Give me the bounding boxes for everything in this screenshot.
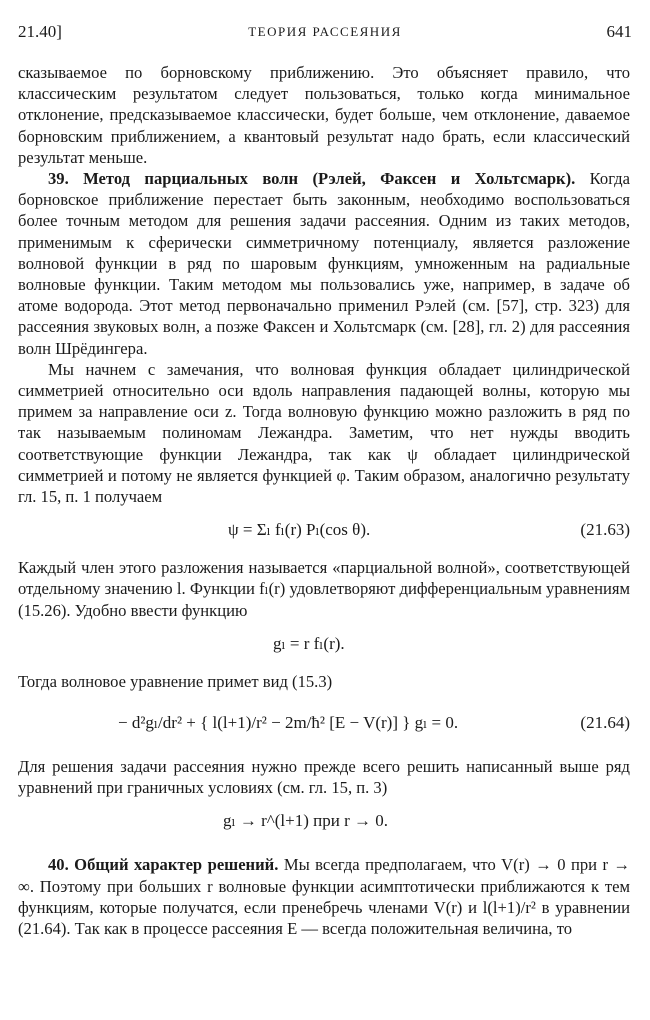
equation-21-63-number: (21.63) xyxy=(580,520,630,540)
header-chapter-title: ТЕОРИЯ РАССЕЯНИЯ xyxy=(248,24,402,39)
section-40-text: Мы всегда предполагаем, что V(r) → 0 при r → ∞. Поэтому при больших r волновые функции асимптотически приближаются к тем функциям, которые получатся, если пренебречь членами V(r) и l(l+1)/r² в уравнении (21.64). Так как в процессе рассеяния E — всегда положительная величина, то xyxy=(18,855,630,939)
section-39 xyxy=(18,168,630,359)
section-40 xyxy=(18,854,630,939)
page-body xyxy=(18,62,630,939)
paragraph-legendre: Мы начнем с замечания, что волновая функция обладает цилиндрической симметрией относительно оси вдоль направления падающей волны, которую мы примем за направление оси z. Тогда волновую функцию можно разложить в ряд по так называемым полиномам Лежандра. Заметим, что нет нужды вводить соответствующие функции Лежандра, так как ψ обладает цилиндрической симметрией и потому не является функцией φ. Таким образом, аналогично результату гл. 15, п. 1 получаем xyxy=(18,359,630,507)
equation-boundary-condition xyxy=(18,798,630,848)
header-section-ref: 21.40] xyxy=(18,22,62,41)
equation-21-64-number: (21.64) xyxy=(580,713,630,733)
section-39-title: 39. Метод парциальных волн (Рэлей, Факсен и Хольтсмарк). xyxy=(48,169,576,189)
equation-21-64-formula: − d²gₗ/dr² + { l(l+1)/r² − 2m/ħ² [E − V(r)] } gₗ = 0. xyxy=(118,713,459,733)
running-header xyxy=(18,22,632,44)
section-40-title: 40. Общий характер решений. xyxy=(48,855,279,875)
paragraph-partial-wave: Каждый член этого разложения называется «парциальной волной», соответствующей отдельному значению l. Функции fₗ(r) удовлетворяют дифференциальным уравнениям (15.26). Удобно ввести функцию xyxy=(18,558,630,620)
equation-21-63 xyxy=(18,507,630,557)
paragraph-continuation: сказываемое по борновскому приближению. Это объясняет правило, что классическим результатом следует пользоваться, только когда минимальное отклонение, предсказываемое классически, будет больше, чем отклонение, даваемое борновским приближением, а квантовый результат надо брать, если классический результат меньше. xyxy=(18,63,630,167)
equation-21-63-formula: ψ = Σₗ fₗ(r) Pₗ(cos θ). xyxy=(228,520,371,540)
equation-g-formula: gₗ = r fₗ(r). xyxy=(273,633,345,653)
equation-boundary-formula: gₗ → r^(l+1) при r → 0. xyxy=(223,811,389,831)
equation-g-definition xyxy=(18,621,630,671)
paragraph-boundary: Для решения задачи рассеяния нужно прежде всего решить написанный выше ряд уравнений при граничных условиях (см. гл. 15, п. 3) xyxy=(18,757,630,798)
page-number: 641 xyxy=(606,22,632,41)
equation-21-64 xyxy=(18,692,630,756)
paragraph-wave-equation: Тогда волновое уравнение примет вид (15.3) xyxy=(18,671,333,691)
section-39-text: Когда борновское приближение перестает быть законным, необходимо воспользоваться более точным методом для решения задачи рассеяния. Одним из таких методов, применимым к сферически симметричному потенциалу, является разложение волновой функции в ряд по шаровым функциям, умноженным на радиальные волновые функции. Таким методом мы пользовались уже, например, в задаче об атоме водорода. Этот метод первоначально применил Рэлей (см. [57], стр. 323) для рассеяния звуковых волн, а позже Факсен и Хольтсмарк (см. [28], гл. 2) для рассеяния волн Шрёдингера. xyxy=(18,169,630,358)
